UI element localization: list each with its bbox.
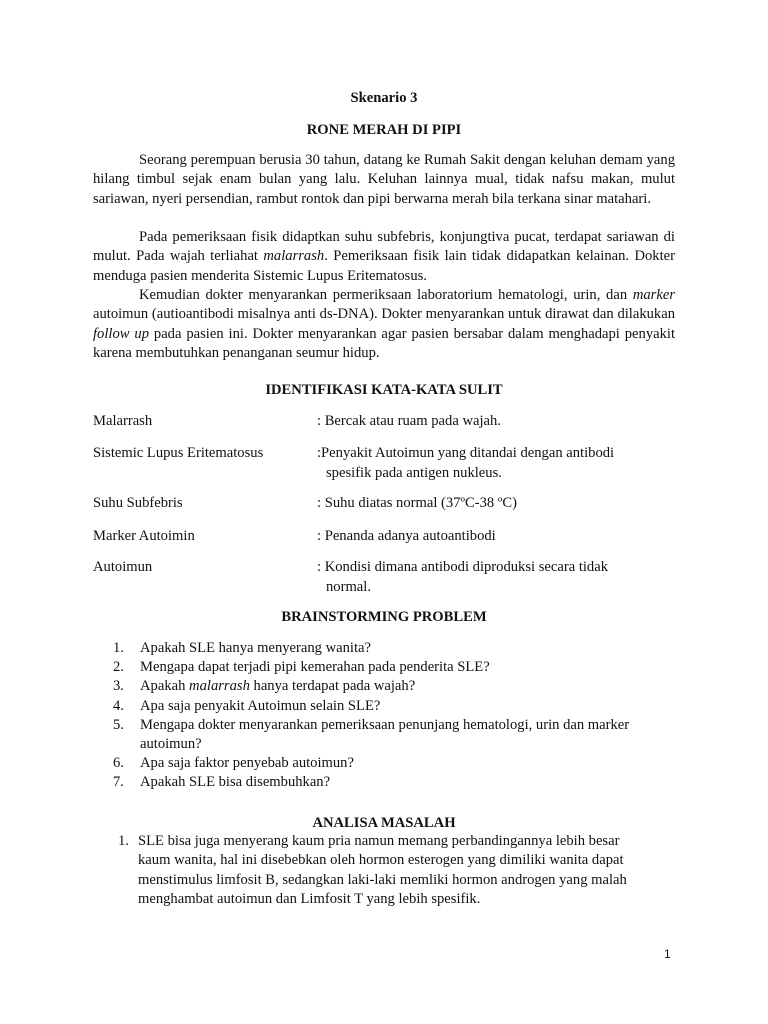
analysis-heading: ANALISA MASALAH [312, 815, 456, 831]
document-title: RONE MERAH DI PIPI [306, 122, 462, 138]
analysis-item: 1. SLE bisa juga menyerang kaum pria namun memang perbandingannya lebih besar kaum wanita, hal ini disebebkan oleh hormon esterogen yang dimiliki wanita dapat menstimulus limfosit B, sedangkan laki-laki memliki hormon androgen yang malah menghambat autoimun dan Limfosit T yang lebih spesifik. [118, 833, 627, 908]
term-definition: :Penyakit Autoimun yang ditandai dengan antibodi spesifik pada antigen nukleus. [317, 445, 615, 481]
scenario-paragraph: Seorang perempuan berusia 30 tahun, datang ke Rumah Sakit dengan keluhan demam yang hilang timbul sejak enam bulan yang lalu. Keluhan lainnya mual, tidak nafsu makan, mulut sariawan, nyeri persendian, rambut rontok dan pipi berwarna merah bila terkana sinar matahari. [93, 152, 675, 207]
term-name: Malarrash [93, 413, 153, 429]
list-item: 4. Apa saja penyakit Autoimun selain SLE? [113, 697, 381, 714]
identification-heading: IDENTIFIKASI KATA-KATA SULIT [265, 382, 503, 398]
term-definition: : Penanda adanya autoantibodi [317, 528, 496, 544]
list-item: 5. Mengapa dokter menyarankan pemeriksaan penunjang hematologi, urin dan marker autoimun? [113, 716, 630, 753]
term-name: Marker Autoimin [93, 528, 195, 544]
term-definition: : Suhu diatas normal (37ºC-38 ºC) [317, 495, 517, 511]
list-item: 1. Apakah SLE hanya menyerang wanita? [113, 640, 371, 656]
term-name: Suhu Subfebris [93, 495, 183, 511]
page-number: 1 [664, 947, 671, 961]
term-name: Autoimun [93, 559, 153, 575]
scenario-label: Skenario 3 [350, 90, 418, 106]
brainstorming-list [113, 639, 673, 793]
scenario-paragraph: Pada pemeriksaan fisik didaptkan suhu subfebris, konjungtiva pucat, terdapat sariawan di mulut. Pada wajah terliahat malarrash. Pemeriksaan fisik lain tidak didapatkan kelainan. Dokter menduga pasien menderita Sistemic Lupus Eritematosus. [93, 229, 675, 284]
scenario-paragraph: Kemudian dokter menyarankan permeriksaan laboratorium hematologi, urin, dan marker autoimun (autioantibodi misalnya anti ds-DNA). Dokter menyarankan untuk dirawat dan dilakukan follow up pada pasien ini. Dokter menyarankan agar pasien bersabar dalam menghadapi penyakit karena membutuhkan penanganan seumur hidup. [93, 287, 676, 361]
term-name: Sistemic Lupus Eritematosus [93, 445, 264, 461]
list-item: 3. Apakah malarrash hanya terdapat pada wajah? [113, 678, 416, 695]
list-item: 2. Mengapa dapat terjadi pipi kemerahan pada penderita SLE? [113, 659, 490, 676]
list-item: 6. Apa saja faktor penyebab autoimun? [113, 755, 354, 772]
term-definition: : Kondisi dimana antibodi diproduksi secara tidak normal. [317, 559, 609, 595]
list-item: 7. Apakah SLE bisa disembuhkan? [113, 774, 331, 791]
brainstorming-heading: BRAINSTORMING PROBLEM [281, 609, 487, 625]
term-definition: : Bercak atau ruam pada wajah. [317, 413, 501, 429]
